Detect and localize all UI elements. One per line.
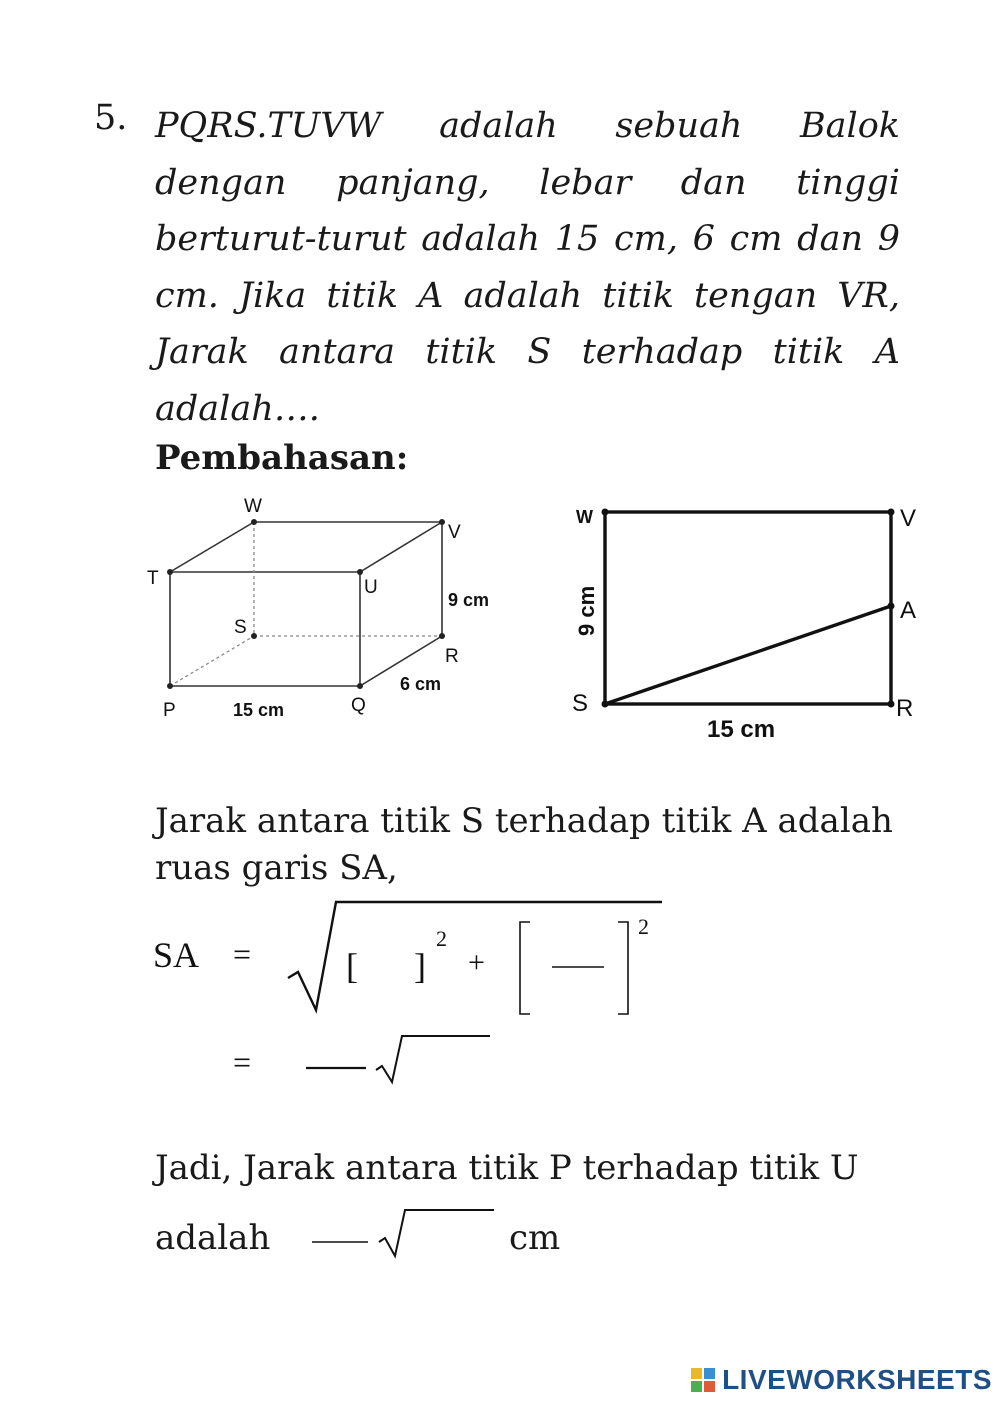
cuboid-label-v: V xyxy=(448,522,461,543)
rect-label-w: W xyxy=(576,507,593,527)
rect-label-v: V xyxy=(900,505,917,532)
rect-length-label: 15 cm xyxy=(707,716,776,743)
bracket-open-tall xyxy=(520,922,530,1014)
formula-equals-1: = xyxy=(233,936,252,972)
cuboid-label-s: S xyxy=(234,617,247,638)
cuboid-height-label: 9 cm xyxy=(448,590,490,610)
rect-height-label: 9 cm xyxy=(574,585,599,636)
brand-name: LIVEWORKSHEETS xyxy=(722,1364,992,1395)
bracket-open-1: [ xyxy=(346,946,358,986)
cuboid-label-t: T xyxy=(147,568,159,589)
cuboid-label-q: Q xyxy=(351,695,366,716)
rect-label-a: A xyxy=(900,597,917,624)
rect-label-r: R xyxy=(896,695,914,722)
question-number: 5. xyxy=(94,98,128,138)
plus-sign: + xyxy=(468,946,485,979)
cuboid-label-u: U xyxy=(364,577,378,598)
cuboid-label-r: R xyxy=(445,646,459,667)
exponent-1: 2 xyxy=(436,926,447,951)
cuboid-width-label: 6 cm xyxy=(400,674,442,694)
section-heading: Pembahasan: xyxy=(155,438,409,478)
formula-lhs: SA xyxy=(153,935,200,975)
bracket-close-tall xyxy=(618,922,628,1014)
bracket-close-1: ] xyxy=(414,946,426,986)
cuboid-length-label: 15 cm xyxy=(233,700,285,720)
rect-label-s: S xyxy=(572,690,589,717)
sqrt-symbol-small-1 xyxy=(376,1036,490,1082)
footer-brand xyxy=(690,1360,992,1400)
exponent-2: 2 xyxy=(638,914,649,939)
conclusion-text: Jadi, Jarak antara titik P terhadap titik U xyxy=(155,1148,859,1188)
cuboid-label-w: W xyxy=(244,496,262,517)
sqrt-symbol-small-2 xyxy=(379,1210,494,1256)
conclusion-adalah: adalah xyxy=(155,1218,271,1258)
cuboid-label-p: P xyxy=(163,700,176,721)
question-text: PQRS.TUVW adalah sebuah Balok dengan panjang, lebar dan tinggi berturut-turut adalah 15 cm, 6 cm dan 9 cm. Jika titik A adalah titik tengan VR, Jarak antara titik S terhadap titik A adalah…. xyxy=(155,106,900,429)
conclusion-unit: cm xyxy=(509,1218,561,1258)
explanation-text: Jarak antara titik S terhadap titik A adalah ruas garis SA, xyxy=(155,801,893,888)
formula-equals-2: = xyxy=(233,1044,252,1080)
liveworksheets-logo-icon xyxy=(690,1367,716,1393)
